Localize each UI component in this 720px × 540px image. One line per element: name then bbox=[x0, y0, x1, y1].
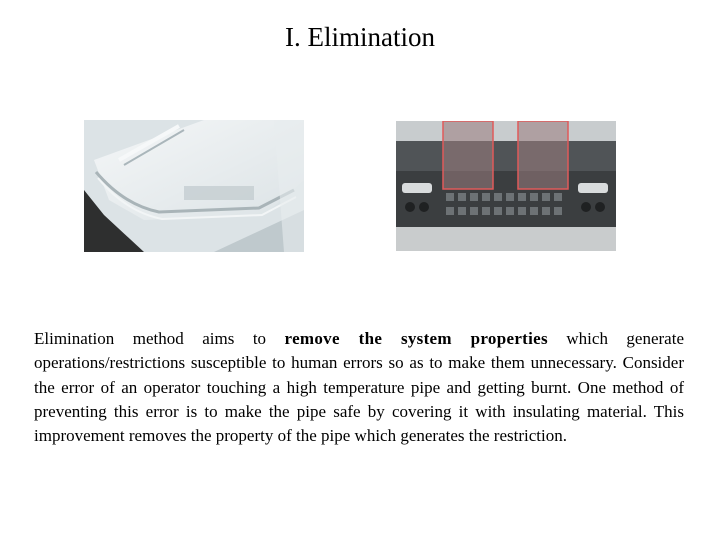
electronic-device-photo bbox=[396, 121, 616, 251]
body-text-part1: Elimination method aims to bbox=[34, 329, 285, 348]
clear-plastic-cover-photo bbox=[84, 120, 304, 252]
body-text-part2: which generate operations/restrictions susceptible to human errors so as to make them unnecessary. Consider the error of an operator touching a high temperature pipe and getting burnt. One method of preventing this error is to make the pipe safe by covering it with insulating material. This improvement removes the property of the pipe which generates the restriction. bbox=[34, 329, 684, 446]
slide-title: I. Elimination bbox=[285, 22, 435, 52]
body-paragraph bbox=[34, 327, 684, 448]
body-text-emphasis: remove the system properties bbox=[284, 329, 548, 348]
